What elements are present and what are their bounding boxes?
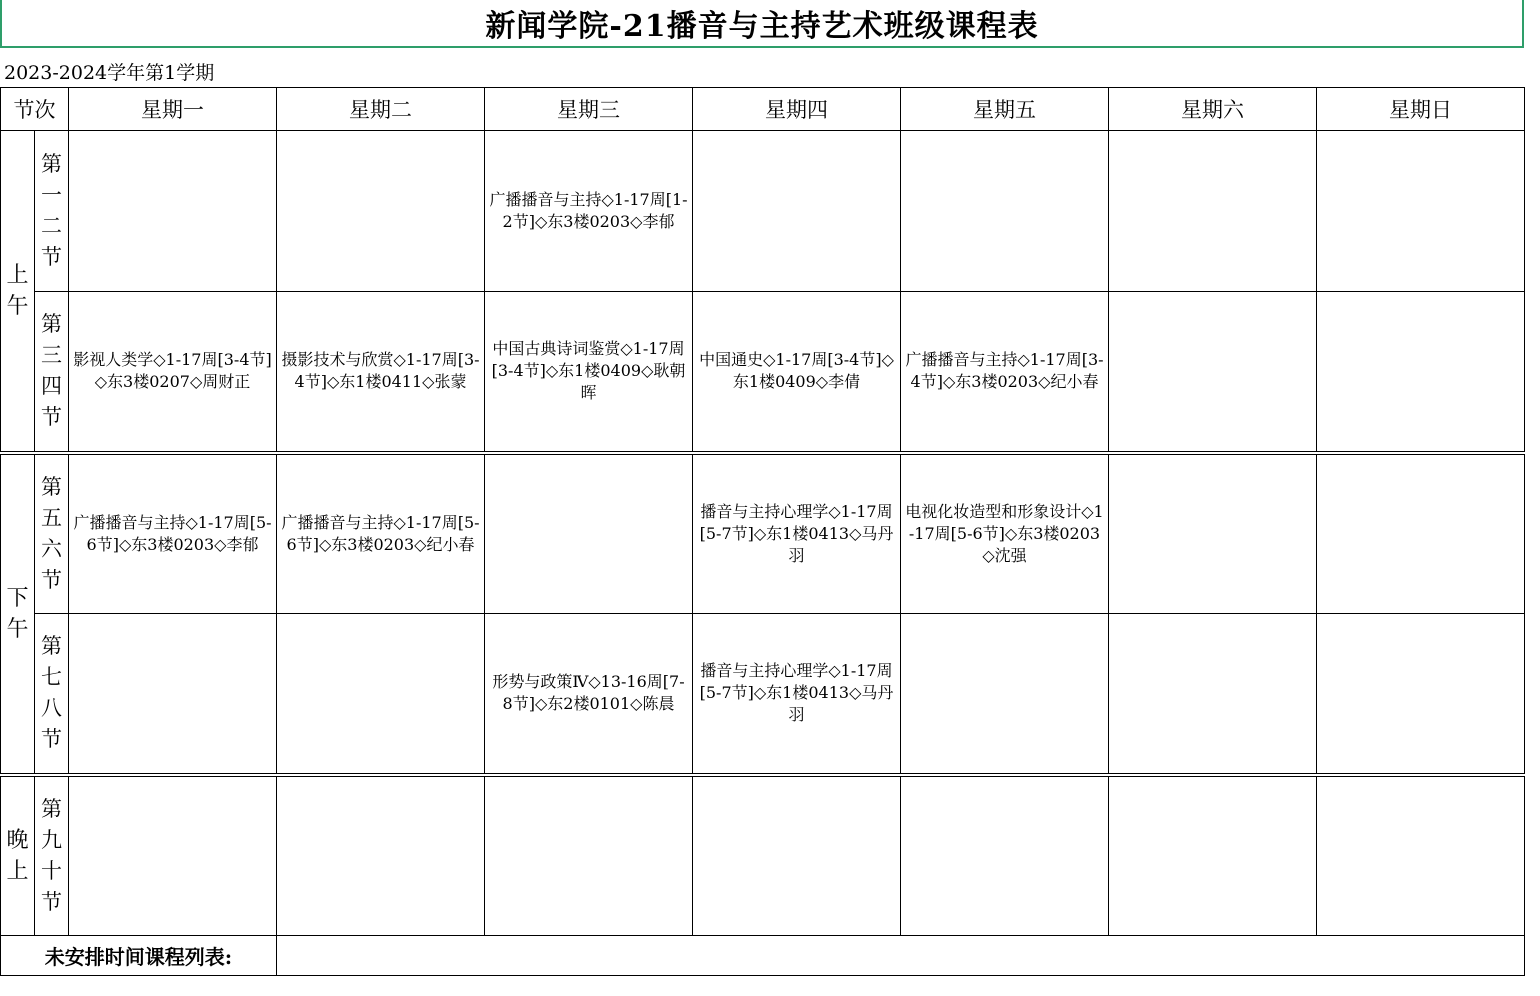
course-cell [1317, 131, 1525, 292]
period-row [1, 614, 1525, 775]
course-cell: 电视化妆造型和形象设计◇1-17周[5-6节]◇东3楼0203◇沈强 [901, 453, 1109, 614]
course-cell [1109, 453, 1317, 614]
header-row [1, 88, 1525, 131]
course-cell: 播音与主持心理学◇1-17周[5-7节]◇东1楼0413◇马丹羽 [693, 614, 901, 775]
course-cell [1109, 614, 1317, 775]
course-cell: 影视人类学◇1-17周[3-4节]◇东3楼0207◇周财正 [69, 292, 277, 453]
day-header: 星期四 [693, 88, 901, 131]
period-label: 第 九 十 节 [35, 775, 69, 936]
course-cell [1109, 292, 1317, 453]
course-cell [1317, 614, 1525, 775]
course-cell [1317, 453, 1525, 614]
course-cell [277, 614, 485, 775]
course-cell [69, 614, 277, 775]
period-row [1, 131, 1525, 292]
course-cell: 播音与主持心理学◇1-17周[5-7节]◇东1楼0413◇马丹羽 [693, 453, 901, 614]
day-header: 星期三 [485, 88, 693, 131]
daypart-afternoon: 下 午 [1, 453, 35, 775]
unscheduled-label: 未安排时间课程列表: [1, 936, 277, 976]
course-cell: 广播播音与主持◇1-17周[3-4节]◇东3楼0203◇纪小春 [901, 292, 1109, 453]
page-title: 新闻学院-21播音与主持艺术班级课程表 [0, 0, 1524, 48]
day-header: 星期日 [1317, 88, 1525, 131]
day-header: 星期一 [69, 88, 277, 131]
course-cell [693, 775, 901, 936]
section-header: 节次 [1, 88, 69, 131]
course-cell [485, 453, 693, 614]
day-header: 星期二 [277, 88, 485, 131]
course-cell [277, 131, 485, 292]
course-cell [277, 775, 485, 936]
course-cell: 摄影技术与欣赏◇1-17周[3-4节]◇东1楼0411◇张蒙 [277, 292, 485, 453]
course-cell [69, 131, 277, 292]
course-cell [485, 775, 693, 936]
footer-row [1, 936, 1525, 976]
course-cell: 广播播音与主持◇1-17周[5-6节]◇东3楼0203◇李郁 [69, 453, 277, 614]
period-row [1, 453, 1525, 614]
course-cell [69, 775, 277, 936]
period-label: 第 七 八 节 [35, 614, 69, 775]
course-cell: 形势与政策Ⅳ◇13-16周[7-8节]◇东2楼0101◇陈晨 [485, 614, 693, 775]
daypart-evening: 晚 上 [1, 775, 35, 936]
period-label: 第 五 六 节 [35, 453, 69, 614]
period-label: 第 一 二 节 [35, 131, 69, 292]
course-cell [1109, 131, 1317, 292]
timetable [0, 87, 1525, 976]
day-header: 星期五 [901, 88, 1109, 131]
course-cell [693, 131, 901, 292]
day-header: 星期六 [1109, 88, 1317, 131]
course-cell [901, 131, 1109, 292]
period-row [1, 292, 1525, 453]
semester-label: 2023-2024学年第1学期 [4, 62, 215, 84]
course-cell [1109, 775, 1317, 936]
course-cell: 广播播音与主持◇1-17周[5-6节]◇东3楼0203◇纪小春 [277, 453, 485, 614]
daypart-morning: 上 午 [1, 131, 35, 453]
unscheduled-value [277, 936, 1525, 976]
course-cell [1317, 775, 1525, 936]
course-cell [901, 614, 1109, 775]
period-row [1, 775, 1525, 936]
course-cell: 广播播音与主持◇1-17周[1-2节]◇东3楼0203◇李郁 [485, 131, 693, 292]
course-cell: 中国通史◇1-17周[3-4节]◇东1楼0409◇李倩 [693, 292, 901, 453]
course-cell [901, 775, 1109, 936]
course-cell [1317, 292, 1525, 453]
period-label: 第 三 四 节 [35, 292, 69, 453]
course-cell: 中国古典诗词鉴赏◇1-17周[3-4节]◇东1楼0409◇耿朝晖 [485, 292, 693, 453]
